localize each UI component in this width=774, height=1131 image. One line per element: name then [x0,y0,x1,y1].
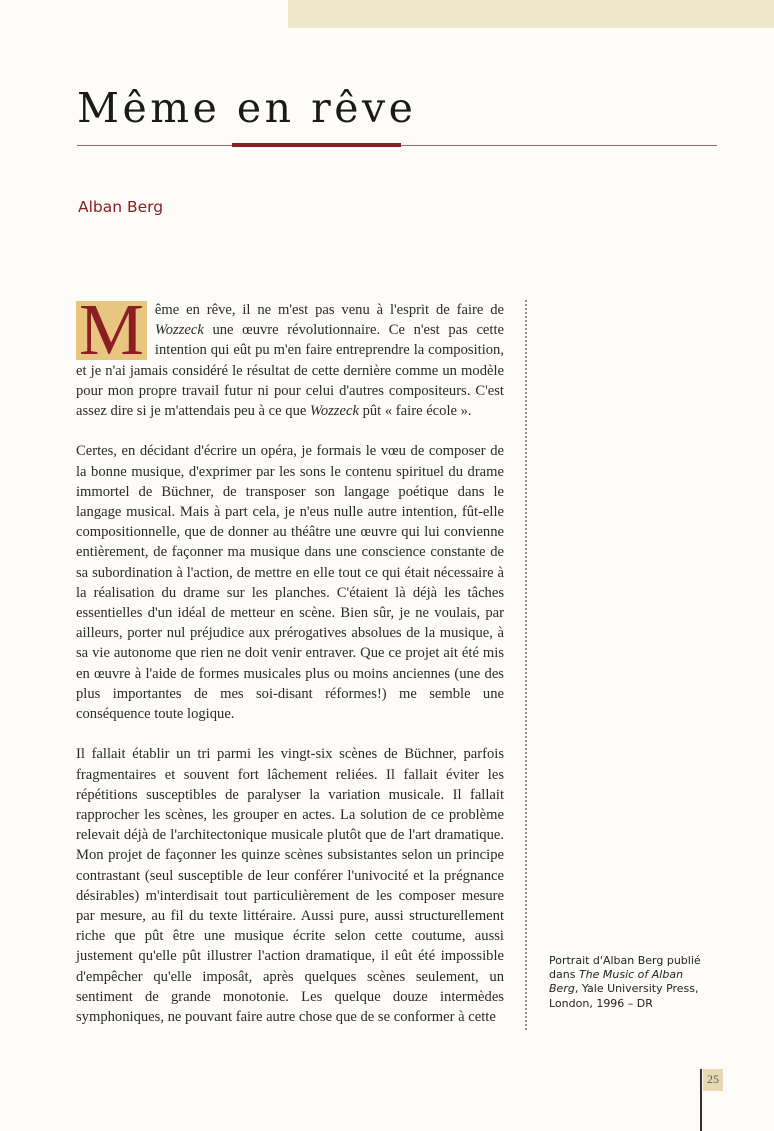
paragraph-1 [76,289,504,421]
paragraph-text-run: pût « faire école ». [358,403,472,420]
paragraph-2 [76,441,504,724]
page-marker-bar [700,1069,702,1131]
column-divider [525,300,527,1030]
caption-text-run: Portrait d'Alban Berg publié dans [549,954,701,982]
article-body [76,289,504,1047]
paragraph-text-run: Il fallait établir un tri parmi les vingt-six scènes de Büchner, parfois fragmentaires et souvent fort lâchement reliées. Il fallait éviter les répétitions susceptibles de paralyser la variation musicale. Il fallait rapprocher les scènes, les grouper en actes. La solution de ce problème relevait déjà de l'architectonique musicale plutôt que de l'art dramatique. Mon projet de façonner les quinze scènes subsistantes selon un principe contrastant (seul susceptible de leur conférer l'univocité et la prégnance désirables) m'interdisait tout particulièrement de les composer mesure par mesure, au fil du texte littéraire. Aussi pure, aussi structurellement riche que pût être une musique écrite selon cette coutume, aussi justement qu'elle pût illustrer l'action dramatique, il eût été impossible d'empêcher qu'elle imposât, après quelques scènes seulement, un sentiment de grande monotonie. Les quelque douze intermèdes symphoniques, ne pouvant faire autre chose que de se conformer à cette [76,746,504,1026]
caption-italic-run: The Music of Alban Berg [549,968,684,996]
paragraph-text-run: une œuvre révolutionnaire. Ce n'est pas cette intention qui eût pu m'en faire entreprendre la composition, et je n'ai jamais considéré le résultat de cette dernière comme un modèle pour mon propre travail futur ni pour celui d'autres compositeurs. C'est assez dire si je m'attendais peu à ce que [76,322,504,420]
photo-caption [549,954,709,1011]
paragraph-text-run: ême en rêve, il ne m'est pas venu à l'esprit de faire de [154,302,504,318]
top-color-band [288,0,774,28]
paragraph-italic-run: Wozzeck [310,403,359,420]
page-title: Même en rêve [77,84,417,132]
paragraph-text-run: Certes, en décidant d'écrire un opéra, je formais le vœu de composer de la bonne musique, d'exprimer par les sons le contenu spirituel du drame immortel de Büchner, de transposer son langage poétique dans le langage musical. Mais à part cela, je n'eus nulle autre intention, fût-elle compositionnelle, que de donner au théâtre une œuvre qui lui convienne entièrement, de façonner ma musique dans une conscience constante de sa subordination à l'action, de mettre en elle tout ce qui était nécessaire à la réalisation du drame sur les planches. C'étaient là déjà les tâches essentielles d'un idéal de metteur en scène. Bien sûr, je ne voulais, par ailleurs, porter nul préjudice aux prérogatives absolues de la musique, à sa vie autonome que rien ne doit venir entraver. Que ce projet ait été mis en œuvre à l'aide de formes musicales plus ou moins anciennes (une des plus importantes de mes soi-disant réformes!) me semble une conséquence toute logique. [76,443,504,723]
caption-text-run: , Yale University Press, London, 1996 – DR [549,982,699,1010]
drop-cap: M [76,301,147,360]
author-name: Alban Berg [78,198,164,216]
title-rule-accent [232,143,401,147]
page-number: 25 [703,1069,723,1091]
paragraph-italic-run: Wozzeck [154,322,204,339]
paragraph-3 [76,744,504,1027]
